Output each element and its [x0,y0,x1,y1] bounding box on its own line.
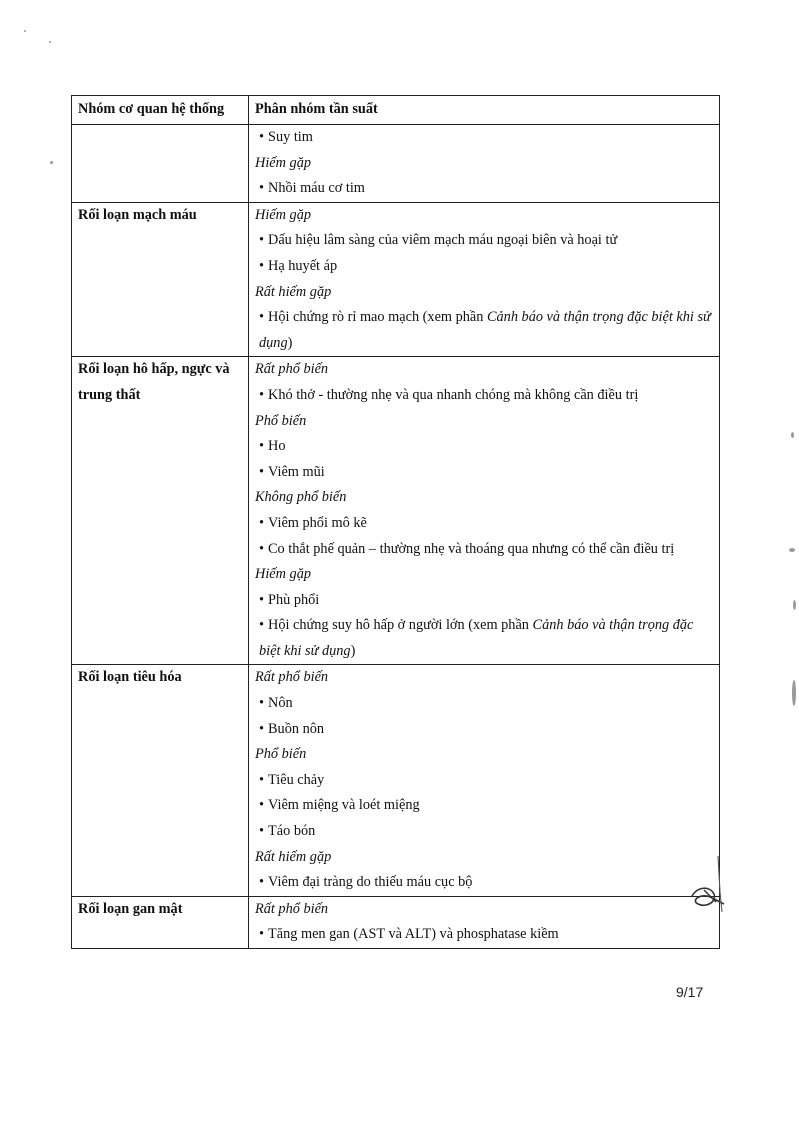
reaction-item [255,460,714,486]
scan-speck [49,41,51,43]
frequency-label: Không phổ biến [255,489,347,506]
bullet-icon: • [259,823,265,840]
reaction-text: Tiêu chảy [268,771,325,788]
frequency-label: Hiếm gặp [255,206,311,223]
frequency-label: Hiếm gặp [255,566,311,583]
reaction-text-end: ) [287,334,293,351]
frequency-label: Rất phổ biến [255,361,329,378]
adverse-reactions-table [71,95,720,949]
frequency-cell [249,202,720,357]
reaction-item [255,717,714,743]
scan-speck [24,30,26,32]
reaction-text: Ho [268,438,286,455]
reaction-item [255,254,714,280]
initials-mark-icon [684,852,730,914]
table-row [72,896,720,948]
bullet-icon: • [259,926,265,943]
table-row [72,665,720,896]
frequency-label: Hiếm gặp [255,154,311,171]
reaction-text: Hội chứng suy hô hấp ở người lớn (xem phần [268,617,533,634]
bullet-icon: • [259,438,265,455]
table-row [72,357,720,665]
reaction-item [255,793,714,819]
reaction-item [255,537,714,563]
reaction-text: Táo bón [268,823,316,840]
reaction-item [255,434,714,460]
frequency-cell [249,665,720,896]
reaction-text: Hạ huyết áp [268,257,338,274]
bullet-icon: • [259,874,265,891]
reaction-text: Co thắt phế quản – thường nhẹ và thoáng qua nhưng có thể cần điều trị [268,540,675,557]
reaction-item [255,691,714,717]
frequency-label: Rất hiếm gặp [255,283,332,300]
reaction-text: Hội chứng rò rỉ mao mạch (xem phần [268,309,487,326]
reaction-item [255,383,714,409]
table-row [72,202,720,357]
bullet-icon: • [259,617,265,634]
reaction-text: Viêm đại tràng do thiếu máu cục bộ [268,874,473,891]
bullet-icon: • [259,591,265,608]
organ-class-cell: Rối loạn tiêu hóa [72,665,249,896]
reaction-text: Suy tim [268,129,313,145]
bullet-icon: • [259,309,265,326]
organ-class-cell: Rối loạn hô hấp, ngực và trung thất [72,357,249,665]
frequency-cell [249,357,720,665]
reaction-item [255,305,714,356]
bullet-icon: • [259,540,265,557]
reaction-text: Viêm miệng và loét miệng [268,797,420,814]
reaction-text-end: ) [350,642,356,659]
frequency-label: Rất hiếm gặp [255,848,332,865]
bullet-icon: • [259,386,265,403]
reaction-item [255,870,714,896]
bullet-icon: • [259,129,265,145]
frequency-label: Phổ biến [255,412,307,429]
bullet-icon: • [259,180,265,197]
page-number: 9/17 [676,984,704,1000]
header-frequency-group: Phân nhóm tần suất [249,96,720,125]
bullet-icon: • [259,514,265,531]
table-header-row [72,96,720,125]
scan-speck [50,161,53,164]
reaction-item [255,125,714,151]
frequency-cell [249,125,720,203]
reaction-text: Khó thở - thường nhẹ và qua nhanh chóng mà không cần điều trị [268,386,639,403]
organ-class-cell: Rối loạn gan mật [72,896,249,948]
frequency-label: Rất phổ biến [255,900,329,917]
reaction-item [255,613,714,664]
organ-class-cell [72,125,249,203]
scan-speck [793,600,796,610]
reaction-text: Buồn nôn [268,720,325,737]
table-body [72,125,720,949]
reaction-text: Viêm mũi [268,463,325,480]
reaction-text: Phù phổi [268,591,320,608]
bullet-icon: • [259,257,265,274]
reaction-text: Nôn [268,695,293,712]
bullet-icon: • [259,771,265,788]
reaction-text: Tăng men gan (AST và ALT) và phosphatase kiềm [268,926,559,943]
bullet-icon: • [259,720,265,737]
reaction-item [255,176,714,202]
bullet-icon: • [259,232,265,249]
frequency-label: Phổ biến [255,746,307,763]
frequency-label: Rất phổ biến [255,669,329,686]
bullet-icon: • [259,463,265,480]
reaction-text: Dấu hiệu lâm sàng của viêm mạch máu ngoại biên và hoại tử [268,232,618,249]
reaction-item [255,922,714,948]
scan-speck [791,432,794,438]
scan-speck [792,680,796,706]
reaction-item [255,228,714,254]
reaction-item [255,819,714,845]
section-reference: Cảnh báo và thận trọng đặc biệt khi sử dụng [259,309,711,351]
reaction-item [255,588,714,614]
organ-class-cell: Rối loạn mạch máu [72,202,249,357]
section-reference: Cảnh báo và thận trọng đặc biệt khi sử dụng [259,617,694,659]
scan-speck [789,548,795,552]
reaction-text: Viêm phổi mô kẽ [268,514,367,531]
header-organ-class: Nhóm cơ quan hệ thống [72,96,249,125]
bullet-icon: • [259,797,265,814]
table-row [72,125,720,203]
frequency-cell [249,896,720,948]
reaction-text: Nhồi máu cơ tim [268,180,365,197]
reaction-item [255,768,714,794]
bullet-icon: • [259,695,265,712]
reaction-item [255,511,714,537]
